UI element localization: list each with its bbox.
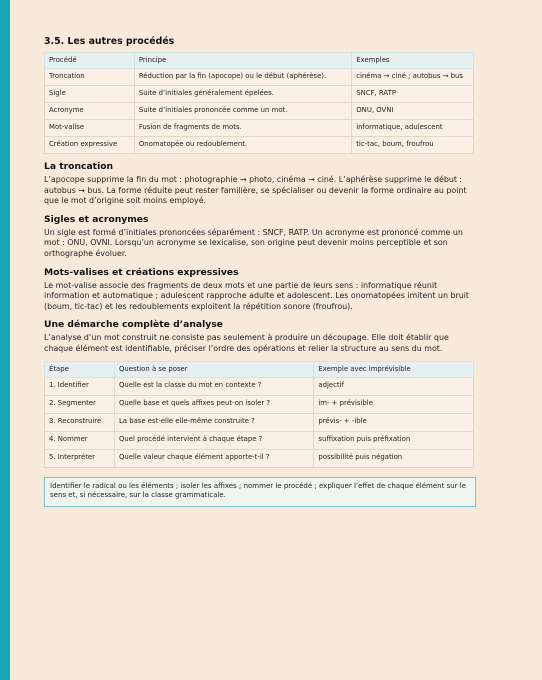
table-cell: suffixation puis préfixation	[314, 431, 474, 449]
table-cell: Quel procédé intervient à chaque étape ?	[114, 431, 313, 449]
column-header: Principe	[134, 53, 351, 69]
table-cell: Suite d’initiales généralement épelées.	[134, 86, 351, 103]
table-cell: Mot-valise	[45, 120, 135, 137]
table-cell: La base est-elle elle-même construite ?	[114, 413, 313, 431]
table-row	[45, 69, 474, 86]
column-header: Procédé	[45, 53, 135, 69]
table-cell: 3. Reconstruire	[45, 413, 115, 431]
table-cell: Onomatopée ou redoublement.	[134, 137, 351, 154]
table-cell: im- + prévisible	[314, 395, 474, 413]
column-header: Étape	[45, 361, 115, 377]
heading-demarche: Une démarche complète d’analyse	[44, 319, 223, 331]
table-cell: tic-tac, boum, froufrou	[352, 137, 474, 154]
table-cell: 5. Interpréter	[45, 449, 115, 467]
paragraph-mots-valises: Le mot-valise associe des fragments de deux mots et une partie de leurs sens : informatique réunit information et automatique ; adulescent rapproche adulte et adolescent. Les onomatopées imitent un bruit (boum, tic-tac) et les redoublements exploitent la répétition sonore (froufrou).	[44, 280, 470, 311]
table-cell: SNCF, RATP	[352, 86, 474, 103]
table-cell: 4. Nommer	[45, 431, 115, 449]
demarche-table	[44, 361, 474, 468]
heading-sigles: Sigles et acronymes	[44, 213, 149, 225]
table-cell: Réduction par la fin (apocope) ou le début (aphérèse).	[134, 69, 351, 86]
table-cell: Acronyme	[45, 103, 135, 120]
table-cell: Quelle valeur chaque élément apporte-t-il ?	[114, 449, 313, 467]
paragraph-demarche: L’analyse d’un mot construit ne consiste pas seulement à produire un découpage. Elle doit établir que chaque élément est identifiable, préciser l’ordre des opérations et relier la structure au sens du mot.	[44, 333, 449, 353]
table-cell: Création expressive	[45, 137, 135, 154]
table-cell: Troncation	[45, 69, 135, 86]
heading-mots-valises: Mots-valises et créations expressives	[44, 266, 239, 278]
column-header: Question à se poser	[114, 361, 313, 377]
table-cell: Suite d’initiales prononcée comme un mot.	[134, 103, 351, 120]
accent-sidebar	[0, 0, 10, 680]
table-row	[45, 86, 474, 103]
table-row	[45, 103, 474, 120]
table-row	[45, 431, 474, 449]
procedes-table	[44, 52, 474, 154]
table-cell: possibilité puis négation	[314, 449, 474, 467]
heading-troncation: La troncation	[44, 161, 114, 172]
summary-note-box: Identifier le radical ou les éléments ; isoler les affixes ; nommer le procédé ; expliquer l’effet de chaque élément sur le sens et, si nécessaire, sur la classe grammaticale.	[44, 477, 476, 507]
table-cell: Quelle est la classe du mot en contexte ?	[114, 377, 313, 395]
table-cell: 2. Segmenter	[45, 395, 115, 413]
table-cell: prévis- + -ible	[314, 413, 474, 431]
table-header-row	[45, 361, 474, 377]
column-header: Exemples	[352, 53, 474, 69]
table-cell: adjectif	[314, 377, 474, 395]
table-cell: Sigle	[45, 86, 135, 103]
table-row	[45, 413, 474, 431]
table-cell: ONU, OVNI	[352, 103, 474, 120]
section-title: 3.5. Les autres procédés	[44, 36, 175, 47]
table-row	[45, 120, 474, 137]
table-cell: 1. Identifier	[45, 377, 115, 395]
table-row	[45, 449, 474, 467]
document-content	[44, 36, 474, 507]
table-row	[45, 377, 474, 395]
table-cell: informatique, adulescent	[352, 120, 474, 137]
table-cell: cinéma → ciné ; autobus → bus	[352, 69, 474, 86]
table-row	[45, 137, 474, 154]
paragraph-troncation: L’apocope supprime la fin du mot : photographie → photo, cinéma → ciné. L’aphérèse supprime le début : autobus → bus. La forme réduite peut rester familière, se spécialiser ou devenir la forme ordinaire au point que le mot d’origine soit moins employé.	[44, 175, 467, 206]
table-cell: Quelle base et quels affixes peut-on isoler ?	[114, 395, 313, 413]
table-header-row	[45, 53, 474, 69]
paragraph-sigles: Un sigle est formé d’initiales prononcées séparément : SNCF, RATP. Un acronyme est prononcé comme un mot : ONU, OVNI. Lorsqu’un acronyme se lexicalise, son origine peut devenir moins perceptible et son orthographe évoluer.	[44, 227, 463, 258]
column-header: Exemple avec imprévisible	[314, 361, 474, 377]
table-cell: Fusion de fragments de mots.	[134, 120, 351, 137]
table-row	[45, 395, 474, 413]
